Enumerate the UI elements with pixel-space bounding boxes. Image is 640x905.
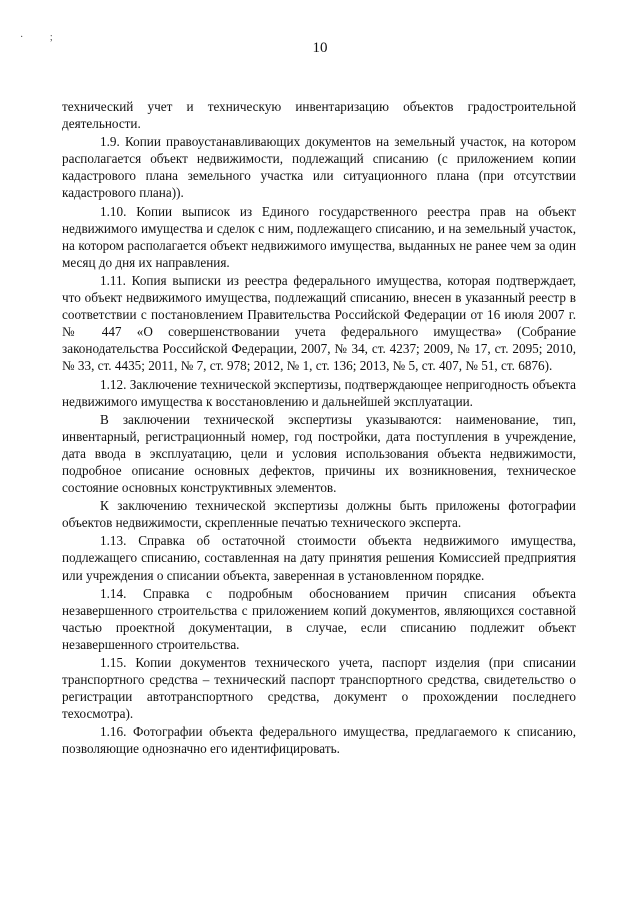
document-body — [62, 98, 576, 758]
page-number: 10 — [312, 40, 328, 56]
paragraph-1-10: 1.10. Копии выписок из Единого государственного реестра прав на объект недвижимого имущества и сделок с ним, подлежащего списанию, и на земельный участок, на котором располагается объект недвижимого имущества, выданных не ранее чем за один месяц до дня их направления. — [62, 203, 576, 270]
paragraph-1-13: 1.13. Справка об остаточной стоимости объекта недвижимого имущества, подлежащего списанию, составленная на дату принятия решения Комиссией предприятия или учреждения о списании объекта, заверенная в установленном порядке. — [62, 533, 576, 583]
paragraph-expertise-contents: В заключении технической экспертизы указываются: наименование, тип, инвентарный, регистрационный номер, год постройки, дата поступления в учреждение, дата ввода в эксплуатацию, цели и условия использования объекта недвижимости, подробное описание основных дефектов, причины их возникновения, техническое состояние основных конструктивных элементов. — [62, 411, 576, 496]
paragraph-1-14: 1.14. Справка с подробным обоснованием причин списания объекта незавершенного строительства с приложением копий документов, являющихся составной частью проектной документации, в случае, если списанию подлежит объект незавершенного строительства. — [62, 585, 576, 652]
scan-specks: · ; — [20, 32, 65, 43]
paragraph-continuation: технический учет и техническую инвентаризацию объектов градостроительной деятельности. — [62, 99, 576, 132]
paragraph-expertise-photos: К заключению технической экспертизы должны быть приложены фотографии объектов недвижимости, скрепленные печатью технического эксперта. — [62, 498, 576, 531]
paragraph-1-12: 1.12. Заключение технической экспертизы, подтверждающее непригодность объекта недвижимого имущества к восстановлению и дальнейшей эксплуатации. — [62, 376, 576, 409]
paragraph-1-11: 1.11. Копия выписки из реестра федерального имущества, которая подтверждает, что объект недвижимого имущества, подлежащий списанию, внесен в указанный реестр в соответствии с постановлением Правительства Российской Федерации от 16 июля 2007 г. № 447 «О совершенствовании учета федерального имущества» (Собрание законодательства Российской Федерации, 2007, № 34, ст. 4237; 2009, № 17, ст. 2095; 2010, № 33, ст. 4435; 2011, № 7, ст. 978; 2012, № 1, ст. 136; 2013, № 5, ст. 407, № 51, ст. 6876). — [62, 272, 576, 374]
paragraph-1-16: 1.16. Фотографии объекта федерального имущества, предлагаемого к списанию, позволяющие однозначно его идентифицировать. — [62, 724, 576, 757]
paragraph-1-15: 1.15. Копии документов технического учета, паспорт изделия (при списании транспортного средства – технический паспорт транспортного средства, свидетельство о регистрации автотранспортного средства, документ о прохождении последнего техосмотра). — [62, 655, 576, 722]
paragraph-1-9: 1.9. Копии правоустанавливающих документов на земельный участок, на котором располагается объект недвижимости, подлежащий списанию (с приложением копии кадастрового плана земельного участка или ситуационного плана (при отсутствии кадастрового плана)). — [62, 134, 576, 201]
